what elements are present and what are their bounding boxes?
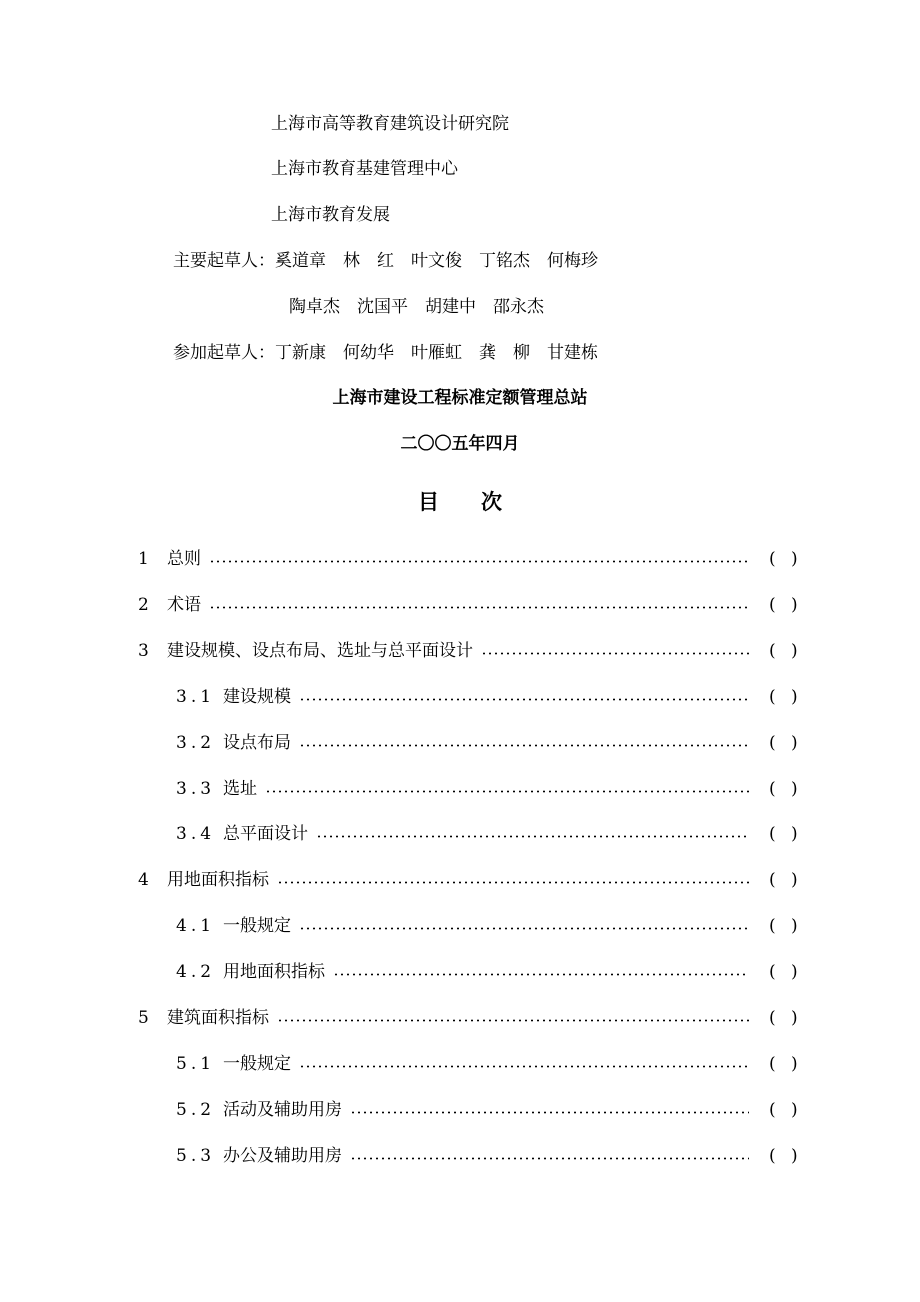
toc-paren-open: ( <box>769 824 776 844</box>
toc-leader-dots <box>209 606 749 609</box>
toc-entry-number: 5.1 <box>176 1054 216 1074</box>
toc-entry[interactable] <box>0 593 920 617</box>
participant-drafters-line <box>173 341 598 365</box>
toc-entry-title: 选址 <box>223 779 257 799</box>
toc-paren-open: ( <box>769 962 776 982</box>
toc-leader-dots <box>265 790 749 793</box>
toc-leader-dots <box>277 1019 749 1022</box>
toc-entry-number: 3.3 <box>176 779 216 799</box>
toc-entry-number: 3 <box>138 641 153 661</box>
toc-paren-close: ) <box>791 641 798 661</box>
toc-entry-number: 1 <box>138 549 153 569</box>
toc-leader-dots <box>333 973 749 976</box>
toc-paren-open: ( <box>769 870 776 890</box>
toc-entry-number: 3.4 <box>176 824 216 844</box>
toc-entry-title: 建设规模 <box>223 687 291 707</box>
toc-entry-title: 用地面积指标 <box>167 870 269 890</box>
toc-entry[interactable] <box>0 639 920 663</box>
toc-entry-title: 建设规模、设点布局、选址与总平面设计 <box>167 641 473 661</box>
toc-leader-dots <box>299 1065 749 1068</box>
toc-paren-open: ( <box>769 916 776 936</box>
toc-paren-close: ) <box>791 962 798 982</box>
toc-paren-open: ( <box>769 1054 776 1074</box>
toc-entry[interactable] <box>0 1052 920 1076</box>
toc-entry-number: 3.2 <box>176 733 216 753</box>
toc-leader-dots <box>316 835 749 838</box>
toc-paren-open: ( <box>769 549 776 569</box>
toc-entry-title: 用地面积指标 <box>223 962 325 982</box>
toc-paren-close: ) <box>791 1054 798 1074</box>
toc-paren-open: ( <box>769 1100 776 1120</box>
toc-entry[interactable] <box>0 868 920 892</box>
toc-entry-title: 一般规定 <box>223 1054 291 1074</box>
toc-entry-number: 5.2 <box>176 1100 216 1120</box>
toc-entry-title: 办公及辅助用房 <box>223 1146 342 1166</box>
toc-entry-number: 5 <box>138 1008 153 1028</box>
toc-leader-dots <box>350 1157 749 1160</box>
toc-entry-title: 活动及辅助用房 <box>223 1100 342 1120</box>
toc-heading: 目 次 <box>418 490 502 514</box>
toc-paren-close: ) <box>791 549 798 569</box>
toc-entry-title: 一般规定 <box>223 916 291 936</box>
drafting-institution-1: 上海市高等教育建筑设计研究院 <box>271 114 509 134</box>
toc-entry-title: 总则 <box>167 549 201 569</box>
toc-paren-open: ( <box>769 1008 776 1028</box>
toc-paren-close: ) <box>791 733 798 753</box>
main-drafters-label: 主要起草人： <box>173 251 275 271</box>
toc-entry-title: 术语 <box>167 595 201 615</box>
publish-date: 二〇〇五年四月 <box>400 434 520 454</box>
toc-entry[interactable] <box>0 1006 920 1030</box>
toc-entry[interactable] <box>0 960 920 984</box>
toc-paren-open: ( <box>769 595 776 615</box>
main-drafters-names: 奚道章 林 红 叶文俊 丁铭杰 何梅珍 <box>275 251 598 271</box>
toc-entry-number: 4 <box>138 870 153 890</box>
toc-paren-open: ( <box>769 779 776 799</box>
toc-entry[interactable] <box>0 914 920 938</box>
toc-paren-close: ) <box>791 824 798 844</box>
toc-entry-title: 总平面设计 <box>223 824 308 844</box>
toc-paren-open: ( <box>769 641 776 661</box>
toc-leader-dots <box>350 1111 749 1114</box>
toc-entry[interactable] <box>0 731 920 755</box>
toc-entry-number: 4.1 <box>176 916 216 936</box>
toc-paren-close: ) <box>791 1008 798 1028</box>
toc-entry[interactable] <box>0 777 920 801</box>
toc-paren-close: ) <box>791 1146 798 1166</box>
toc-leader-dots <box>299 927 749 930</box>
toc-paren-open: ( <box>769 1146 776 1166</box>
toc-entry-number: 5.3 <box>176 1146 216 1166</box>
toc-paren-close: ) <box>791 916 798 936</box>
drafting-institution-3: 上海市教育发展 <box>271 205 390 225</box>
toc-paren-open: ( <box>769 733 776 753</box>
toc-paren-close: ) <box>791 870 798 890</box>
participant-drafters-label: 参加起草人： <box>173 343 275 363</box>
toc-leader-dots <box>481 652 749 655</box>
drafting-institution-2: 上海市教育基建管理中心 <box>271 159 458 179</box>
toc-entry[interactable] <box>0 547 920 571</box>
toc-entry[interactable] <box>0 1098 920 1122</box>
main-drafters-line <box>173 249 598 273</box>
toc-leader-dots <box>299 698 749 701</box>
toc-entry[interactable] <box>0 1144 920 1168</box>
toc-entry-number: 2 <box>138 595 153 615</box>
toc-leader-dots <box>277 881 749 884</box>
toc-paren-open: ( <box>769 687 776 707</box>
participant-drafters-names: 丁新康 何幼华 叶雁虹 龚 柳 甘建栋 <box>275 343 598 363</box>
toc-leader-dots <box>299 744 749 747</box>
publisher: 上海市建设工程标准定额管理总站 <box>332 388 588 408</box>
toc-entry-number: 4.2 <box>176 962 216 982</box>
main-drafters-names-continued: 陶卓杰 沈国平 胡建中 邵永杰 <box>289 297 544 317</box>
toc-paren-close: ) <box>791 779 798 799</box>
toc-entry[interactable] <box>0 685 920 709</box>
toc-entry-title: 建筑面积指标 <box>167 1008 269 1028</box>
toc-entry[interactable] <box>0 822 920 846</box>
toc-paren-close: ) <box>791 687 798 707</box>
toc-paren-close: ) <box>791 595 798 615</box>
toc-entry-number: 3.1 <box>176 687 216 707</box>
toc-paren-close: ) <box>791 1100 798 1120</box>
toc-entry-title: 设点布局 <box>223 733 291 753</box>
toc-leader-dots <box>209 560 749 563</box>
